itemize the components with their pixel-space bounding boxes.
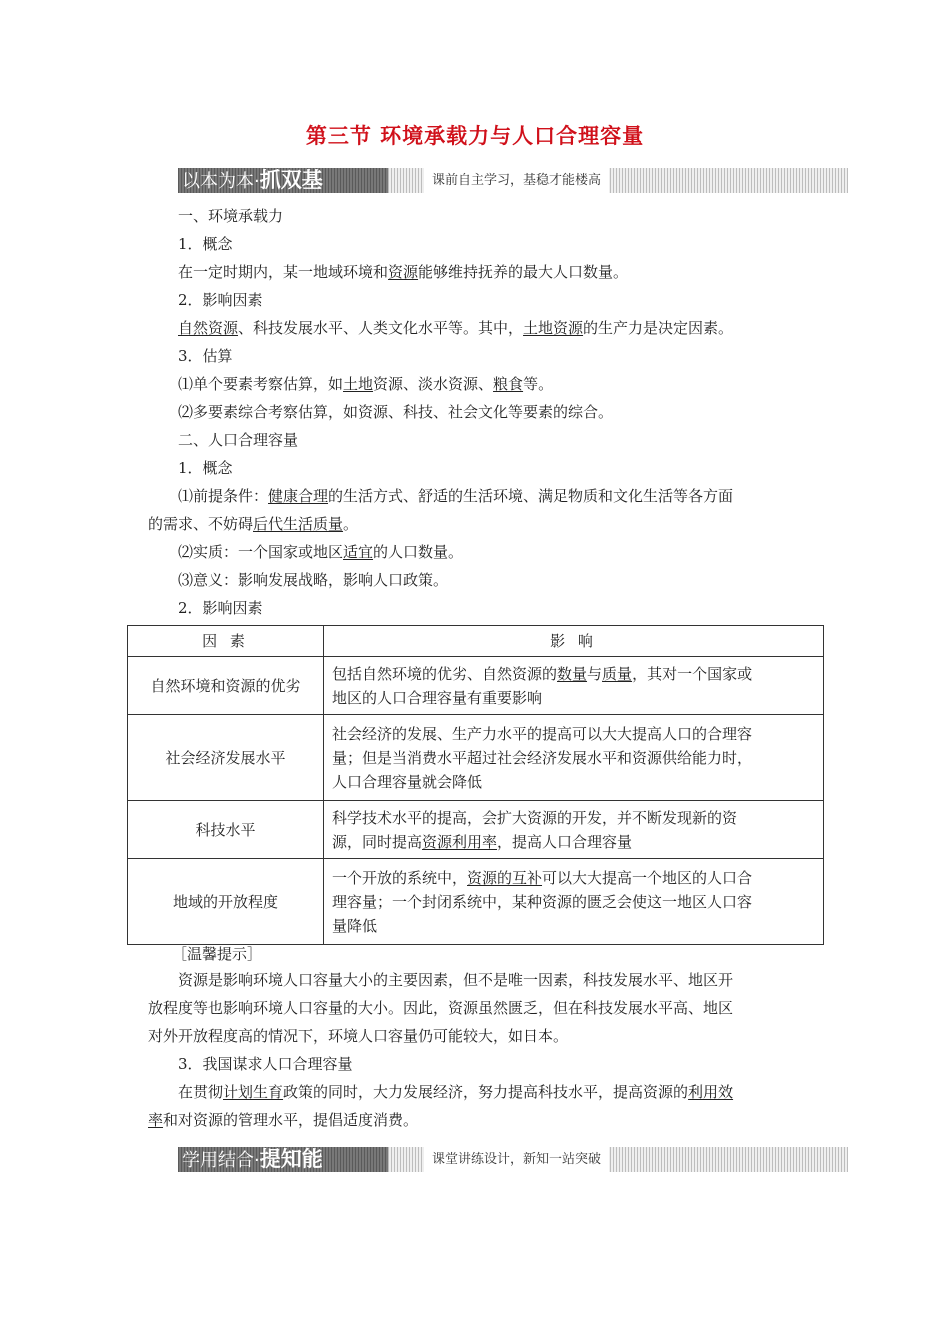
banner-label-main: 抓双基 xyxy=(259,168,323,192)
s2-premise-line1: ⑴前提条件：健康合理的生活方式、舒适的生活环境、满足物质和文化生活等各方面 xyxy=(178,487,734,505)
table-row xyxy=(128,715,824,801)
s2-factors-heading: 2．影响因素 xyxy=(178,599,263,617)
factor-cell: 地域的开放程度 xyxy=(128,859,324,945)
blank-answer: 资源利用率 xyxy=(422,832,498,851)
factors-table xyxy=(127,625,824,945)
impact-cell: 一个开放的系统中，资源的互补可以大大提高一个地区的人口合 理容量；一个封闭系统中，某种资源的匮乏会使这一地区人口容 量降低 xyxy=(324,859,824,945)
blank-answer: 后代生活质量 xyxy=(253,515,344,533)
s1-factors-heading: 2．影响因素 xyxy=(178,291,263,309)
section3-heading: 3．我国谋求人口合理容量 xyxy=(178,1055,353,1073)
tip-line: 对外开放程度高的情况下，环境人口容量仍可能较大，如日本。 xyxy=(148,1027,569,1045)
banner-subtitle: 课堂讲练设计，新知一站突破 xyxy=(424,1147,609,1172)
s3-line1: 在贯彻计划生育政策的同时，大力发展经济，努力提高科技水平，提高资源的利用效 xyxy=(178,1083,734,1101)
s1-factors-text: 自然资源、科技发展水平、人类文化水平等。其中，土地资源的生产力是决定因素。 xyxy=(178,319,734,337)
factor-cell: 社会经济发展水平 xyxy=(128,715,324,801)
section2-heading: 二、人口合理容量 xyxy=(178,431,299,449)
s1-estimate-1: ⑴单个要素考察估算，如土地资源、淡水资源、粮食等。 xyxy=(178,375,554,393)
tip-heading: ［温馨提示］ xyxy=(172,945,263,963)
s1-estimate-2: ⑵多要素综合考察估算，如资源、科技、社会文化等要素的综合。 xyxy=(178,403,614,421)
blank-answer: 计划生育 xyxy=(223,1083,284,1101)
blank-answer: 资源的互补 xyxy=(467,868,543,887)
blank-answer: 自然资源 xyxy=(178,319,239,337)
banner-label-prefix: 学用结合· xyxy=(182,1150,260,1171)
section-banner-basics xyxy=(178,168,848,193)
impact-cell: 社会经济的发展、生产力水平的提高可以大大提高人口的合理容 量；但是当消费水平超过社会经济发展水平和资源供给能力时， 人口合理容量就会降低 xyxy=(324,715,824,801)
banner-label-prefix: 以本为本· xyxy=(182,171,260,192)
banner-label xyxy=(178,168,388,193)
impact-cell: 包括自然环境的优劣、自然资源的数量与质量，其对一个国家或 地区的人口合理容量有重要影响 xyxy=(324,657,824,715)
factor-cell: 自然环境和资源的优劣 xyxy=(128,657,324,715)
blank-answer: 土地 xyxy=(343,375,374,393)
blank-answer: 利用效 xyxy=(688,1083,734,1101)
impact-cell: 科学技术水平的提高，会扩大资源的开发，并不断发现新的资 源，同时提高资源利用率，提高人口合理容量 xyxy=(324,801,824,859)
s3-line2: 率和对资源的管理水平，提倡适度消费。 xyxy=(148,1111,419,1129)
table-row xyxy=(128,657,824,715)
s1-estimate-heading: 3．估算 xyxy=(178,347,233,365)
page-title: 第三节 环境承载力与人口合理容量 xyxy=(305,123,645,148)
table-header-row xyxy=(128,626,824,657)
banner-label xyxy=(178,1147,388,1172)
factor-cell: 科技水平 xyxy=(128,801,324,859)
s2-concept-heading: 1．概念 xyxy=(178,459,233,477)
table-header-factor: 因 素 xyxy=(128,626,324,657)
banner-label-main: 提知能 xyxy=(259,1147,323,1171)
s1-concept-text: 在一定时期内，某一地域环境和资源能够维持抚养的最大人口数量。 xyxy=(178,263,629,281)
blank-answer: 率 xyxy=(148,1111,164,1129)
blank-answer: 适宜 xyxy=(343,543,374,561)
tip-line: 资源是影响环境人口容量大小的主要因素，但不是唯一因素，科技发展水平、地区开 xyxy=(178,971,734,989)
blank-answer: 质量 xyxy=(602,664,633,683)
blank-answer: 土地资源 xyxy=(523,319,584,337)
s1-concept-heading: 1．概念 xyxy=(178,235,233,253)
blank-answer: 健康合理 xyxy=(268,487,329,505)
table-row xyxy=(128,859,824,945)
section-banner-practice xyxy=(178,1147,848,1172)
s2-significance: ⑶意义：影响发展战略，影响人口政策。 xyxy=(178,571,449,589)
blank-answer: 资源 xyxy=(388,263,419,281)
tip-line: 放程度等也影响环境人口容量的大小。因此，资源虽然匮乏，但在科技发展水平高、地区 xyxy=(148,999,734,1017)
s2-premise-line2: 的需求、不妨碍后代生活质量。 xyxy=(148,515,359,533)
s2-essence: ⑵实质：一个国家或地区适宜的人口数量。 xyxy=(178,543,464,561)
table-row xyxy=(128,801,824,859)
banner-subtitle: 课前自主学习，基稳才能楼高 xyxy=(424,168,609,193)
blank-answer: 数量 xyxy=(557,664,588,683)
section1-heading: 一、环境承载力 xyxy=(178,207,284,225)
table-header-impact: 影 响 xyxy=(324,626,824,657)
blank-answer: 粮食 xyxy=(493,375,524,393)
